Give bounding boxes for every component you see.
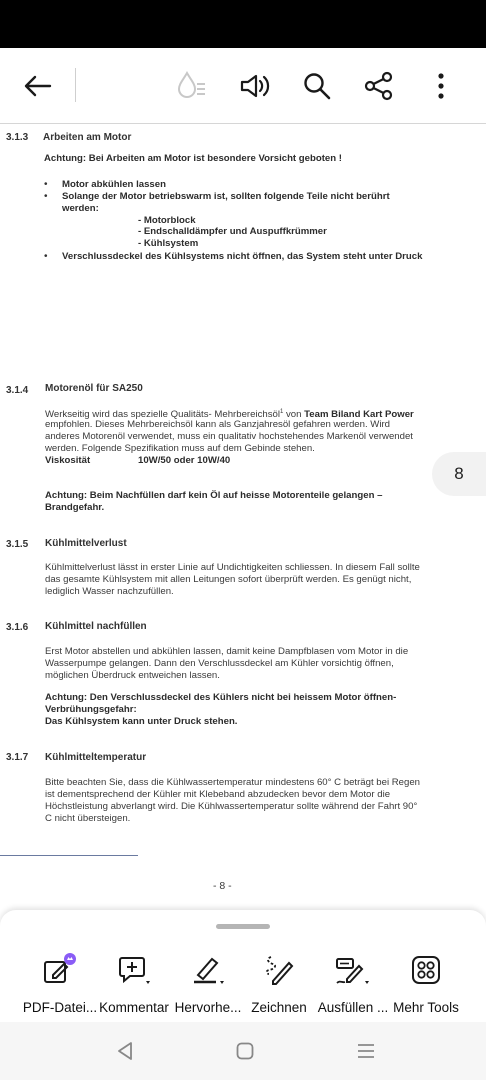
paragraph-line: anderes Motorenöl verwendet, muss ein qualitativ hochstehendes Markenöl verwendet bbox=[45, 431, 413, 442]
viscosity-value: 10W/50 oder 10W/40 bbox=[138, 455, 231, 466]
paragraph-line: Werkseitig wird das spezielle Qualitäts- Mehrbereichsöl$^1$ von Team Biland Kart Power bbox=[45, 409, 414, 421]
bullet-dot: • bbox=[44, 251, 48, 262]
paragraph-line: Bitte beachten Sie, dass die Kühlwassertemperatur mindestens 60° C beträgt bei Regen bbox=[45, 777, 421, 788]
tool-label: PDF-Datei... bbox=[22, 1000, 98, 1015]
speaker-icon[interactable] bbox=[235, 66, 275, 106]
status-bar bbox=[0, 0, 486, 48]
top-toolbar bbox=[0, 48, 486, 124]
paragraph-line: empfohlen. Dieses Mehrbereichsöl kann als Ganzjahresöl gefahren werden. Wird bbox=[45, 419, 391, 430]
section-number: 3.1.6 bbox=[6, 622, 29, 633]
section-number: 3.1.7 bbox=[6, 752, 29, 763]
sub-item: - Motorblock bbox=[138, 215, 196, 226]
bullet-dot: • bbox=[44, 191, 48, 202]
section-number: 3.1.4 bbox=[6, 385, 29, 396]
bullet-text: Verschlussdeckel des Kühlsystems nicht öffnen, das System steht unter Druck bbox=[62, 251, 423, 262]
tools-bottom-sheet bbox=[0, 910, 486, 1022]
section-title: Kühlmittelverlust bbox=[45, 538, 127, 549]
paragraph-line: Erst Motor abstellen und abkühlen lassen, damit keine Dampfblasen vom Motor in die bbox=[45, 646, 409, 657]
system-nav-bar bbox=[0, 1022, 486, 1080]
section-number: 3.1.5 bbox=[6, 539, 29, 550]
toolbar-divider bbox=[75, 68, 76, 102]
search-icon[interactable] bbox=[297, 66, 337, 106]
warning-text: Das Kühlsystem kann unter Druck stehen. bbox=[45, 716, 238, 727]
paragraph-line: Wasserpumpe gelangen. Dann den Verschlussdeckel am Kühler vorsichtig öffnen, bbox=[45, 658, 394, 669]
back-arrow-icon[interactable] bbox=[18, 66, 58, 106]
warning-text: Verbrühungsgefahr: bbox=[45, 704, 137, 715]
share-icon[interactable] bbox=[359, 66, 399, 106]
paragraph-line: Kühlmittelverlust lässt in erster Linie auf Undichtigkeiten schliessen. In diesem Fall sollte bbox=[45, 562, 420, 573]
tool-label: Mehr Tools bbox=[393, 1000, 459, 1015]
warning-text: Achtung: Beim Nachfüllen darf kein Öl auf heisse Motorenteile gelangen – bbox=[45, 490, 383, 501]
paragraph-line: Höchstleistung abverlangt wird. Die Kühlwassertemperatur sollte während der Fahrt 90° bbox=[45, 801, 418, 812]
section-number: 3.1.3 bbox=[6, 132, 29, 143]
drag-handle[interactable] bbox=[216, 924, 270, 929]
nav-recents-icon[interactable] bbox=[351, 1036, 381, 1066]
paragraph-line: werden. Folgende Spezifikation muss auf dem Gebinde stehen. bbox=[45, 443, 315, 454]
sub-item: - Kühlsystem bbox=[138, 238, 199, 249]
page-number-footer: - 8 - bbox=[213, 880, 232, 892]
tool-label: Hervorhe... bbox=[174, 1000, 242, 1015]
page-indicator[interactable]: 8 bbox=[432, 452, 486, 496]
section-title: Kühlmittel nachfüllen bbox=[45, 621, 147, 632]
sub-item: - Endschalldämpfer und Auspuffkrümmer bbox=[138, 226, 327, 237]
tool-label: Kommentar bbox=[99, 1000, 169, 1015]
nav-home-icon[interactable] bbox=[230, 1036, 260, 1066]
bullet-text: Motor abkühlen lassen bbox=[62, 179, 166, 190]
tool-label: Zeichnen bbox=[251, 1000, 307, 1015]
more-vertical-icon[interactable] bbox=[421, 66, 461, 106]
section-title: Motorenöl für SA250 bbox=[45, 383, 143, 394]
pdf-page[interactable] bbox=[0, 125, 486, 910]
paragraph-line: C nicht übersteigen. bbox=[45, 813, 131, 824]
section-title: Arbeiten am Motor bbox=[43, 132, 132, 143]
bullet-dot: • bbox=[44, 179, 48, 190]
bullet-text: werden: bbox=[62, 203, 99, 214]
paragraph-line: möglichen Überdruck entweichen lassen. bbox=[45, 670, 220, 681]
more-tools-icon bbox=[378, 950, 474, 990]
bullet-text: Solange der Motor betriebswarm ist, sollten folgende Teile nicht berührt bbox=[62, 191, 390, 202]
nav-back-icon[interactable] bbox=[110, 1036, 140, 1066]
footnote-divider bbox=[0, 855, 138, 856]
tool-label: Ausfüllen ... bbox=[317, 1000, 389, 1015]
warning-text: Achtung: Bei Arbeiten am Motor ist besondere Vorsicht geboten ! bbox=[44, 153, 342, 164]
tool-more[interactable] bbox=[378, 950, 474, 1015]
warning-text: Achtung: Den Verschlussdeckel des Kühlers nicht bei heissem Motor öffnen- bbox=[45, 692, 397, 703]
paragraph-line: das gesamte Kühlsystem mit allen Leitungen sofort überprüft werden. Es genügt nicht, bbox=[45, 574, 412, 585]
warning-text: Brandgefahr. bbox=[45, 502, 105, 513]
paragraph-line: lediglich Wasser nachzufüllen. bbox=[45, 586, 174, 597]
paragraph-line: ist dementsprechend der Kühler mit Klebeband abzudecken bevor dem Motor die bbox=[45, 789, 391, 800]
read-mode-icon[interactable] bbox=[172, 66, 212, 106]
section-title: Kühlmitteltemperatur bbox=[45, 752, 147, 763]
viscosity-label: Viskosität bbox=[45, 455, 91, 466]
